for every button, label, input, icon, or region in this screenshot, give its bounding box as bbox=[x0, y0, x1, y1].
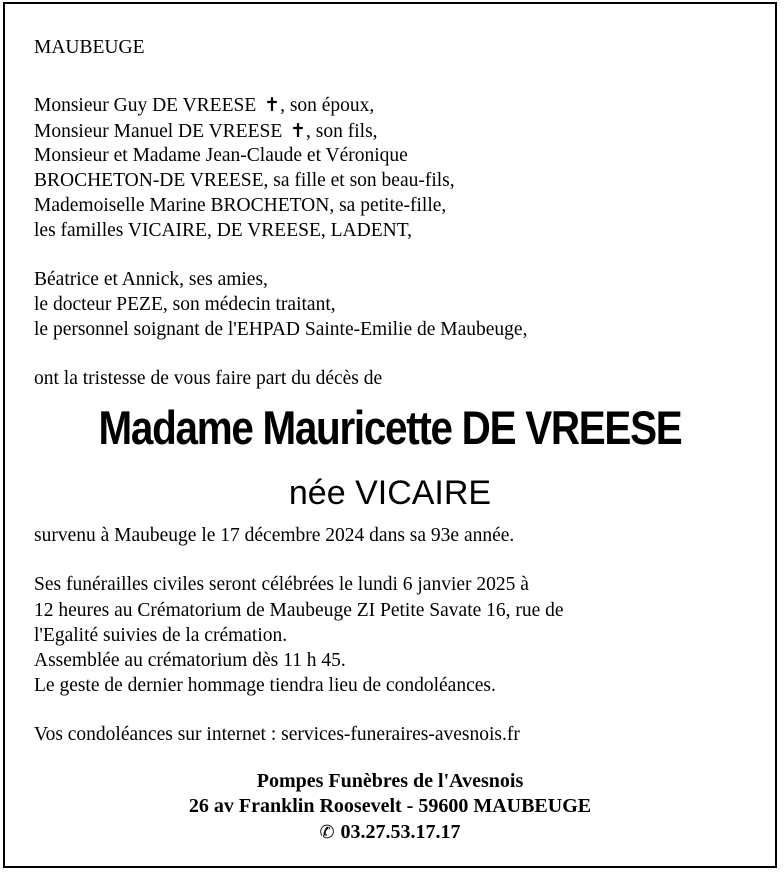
funeral-line: l'Egalité suivies de la crémation. bbox=[34, 625, 288, 646]
family-name: Monsieur Guy DE VREESE bbox=[34, 95, 257, 116]
others-line: le docteur PEZE, son médecin traitant, bbox=[34, 294, 336, 315]
family-line: Monsieur et Madame Jean-Claude et Véronique bbox=[34, 145, 408, 166]
funeral-home-address: 26 av Franklin Roosevelt - 59600 MAUBEUGE bbox=[188, 795, 592, 817]
others-line: le personnel soignant de l'EHPAD Sainte-Emilie de Maubeuge, bbox=[34, 319, 528, 340]
obituary-notice bbox=[3, 2, 777, 868]
family-line: les familles VICAIRE, DE VREESE, LADENT, bbox=[34, 220, 413, 241]
family-line-son bbox=[34, 119, 378, 144]
family-name: Monsieur Manuel DE VREESE bbox=[34, 121, 283, 142]
family-line-spouse bbox=[34, 93, 374, 118]
funeral-home-name: Pompes Funèbres de l'Avesnois bbox=[256, 770, 524, 792]
phone-number: 03.27.53.17.17 bbox=[340, 821, 461, 843]
family-line: BROCHETON-DE VREESE, sa fille et son beau-fils, bbox=[34, 170, 455, 191]
funeral-line: 12 heures au Crématorium de Maubeuge ZI Petite Savate 16, rue de bbox=[34, 600, 564, 621]
maiden-name: née VICAIRE bbox=[288, 474, 492, 512]
cross-icon: ✝ bbox=[290, 120, 307, 142]
funeral-line: Ses funérailles civiles seront célébrées le lundi 6 janvier 2025 à bbox=[34, 574, 529, 595]
city-heading: MAUBEUGE bbox=[34, 37, 145, 58]
funeral-home-phone bbox=[5, 819, 775, 846]
cross-icon: ✝ bbox=[264, 94, 281, 116]
deceased-name: Madame Mauricette DE VREESE bbox=[98, 401, 682, 454]
others-line: Béatrice et Annick, ses amies, bbox=[34, 269, 268, 290]
family-relation: , son époux, bbox=[280, 95, 375, 116]
funeral-line: Le geste de dernier hommage tiendra lieu de condoléances. bbox=[34, 675, 496, 696]
condolences-text: Vos condoléances sur internet : services-funeraires-avesnois.fr bbox=[34, 724, 520, 745]
announcement: ont la tristesse de vous faire part du décès de bbox=[34, 368, 383, 389]
funeral-line: Assemblée au crématorium dès 11 h 45. bbox=[34, 650, 346, 671]
phone-icon: ✆ bbox=[319, 822, 335, 843]
family-relation: , son fils, bbox=[306, 121, 378, 142]
family-line: Mademoiselle Marine BROCHETON, sa petite-fille, bbox=[34, 195, 447, 216]
death-info: survenu à Maubeuge le 17 décembre 2024 dans sa 93e année. bbox=[34, 525, 515, 546]
